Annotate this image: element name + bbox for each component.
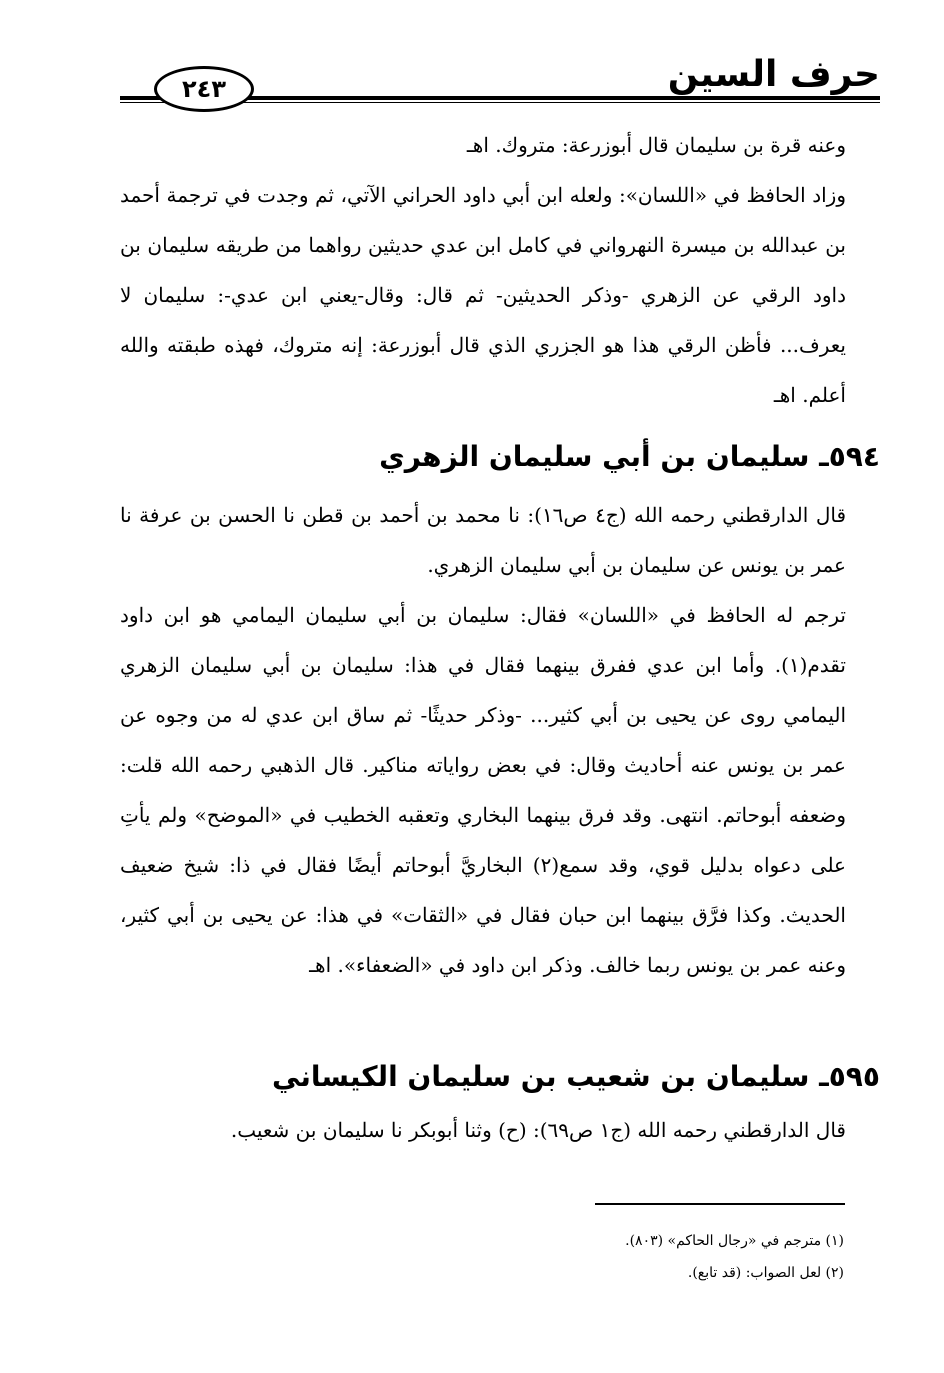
- footnote-2: (٢) لعل الصواب: (قد تابع).: [687, 1265, 844, 1281]
- page-number: ٢٤٣: [154, 66, 254, 112]
- chapter-title: حرف السين: [667, 54, 880, 95]
- footnote-1: (١) مترجم في «رجال الحاكم» (٨٠٣).: [625, 1233, 844, 1249]
- footnotes: [625, 1225, 844, 1289]
- entry-594-body: [120, 490, 846, 990]
- entry-595-heading: ٥٩٥ـ سليمان بن شعيب بن سليمان الكيساني: [272, 1060, 880, 1093]
- intro-paragraph-2: وزاد الحافظ في «اللسان»: ولعله ابن أبي داود الحراني الآتي، ثم وجدت في ترجمة أحمد بن عبدالله بن ميسرة النهرواني في كامل ابن عدي حديثين رواهما من طريقه سليمان بن داود الرقي عن الزهري -وذكر الحديثين- ثم قال: وقال-يعني ابن عدي-: سليمان لا يعرف... فأظن الرقي هذا هو الجزري الذي قال أبوزرعة: إنه متروك، فهذه طبقته والله أعلم. اهـ: [120, 183, 846, 407]
- entry-594-paragraph-2: ترجم له الحافظ في «اللسان» فقال: سليمان بن أبي سليمان اليمامي هو ابن داود تقدم(١). وأما ابن عدي ففرق بينهما فقال في هذا: سليمان بن أبي سليمان الزهري اليمامي روى عن يحيى بن أبي كثير... -وذكر حديثًا- ثم ساق ابن عدي له من وجوه عن عمر بن يونس عنه أحاديث وقال: في بعض رواياته مناكير. قال الذهبي رحمه الله قلت: وضعفه أبوحاتم. انتهى. وقد فرق بينهما البخاري وتعقبه الخطيب في «الموضح» ولم يأتِ على دعواه بدليل قوي، وقد سمع(٢) البخاريَّ أبوحاتم أيضًا فقال في ذا: شيخ ضعيف الحديث. وكذا فرَّق بينهما ابن حبان فقال في «الثقات» في هذا: عن يحيى بن أبي كثير، وعنه عمر بن يونس ربما خالف. وذكر ابن داود في «الضعفاء». اهـ: [120, 603, 846, 977]
- intro-section: [120, 120, 846, 420]
- entry-594-paragraph-1: قال الدارقطني رحمه الله (ج٤ ص١٦): نا محمد بن أحمد بن قطن نا الحسن بن عرفة نا عمر بن يونس عن سليمان بن أبي سليمان الزهري.: [120, 503, 847, 577]
- entry-595-body: [120, 1105, 846, 1155]
- footnote-separator: [595, 1203, 845, 1205]
- entry-595-paragraph-1: قال الدارقطني رحمه الله (ج١ ص٦٩): (ح) وثنا أبوبكر نا سليمان بن شعيب.: [230, 1118, 846, 1142]
- entry-594-heading: ٥٩٤ـ سليمان بن أبي سليمان الزهري: [379, 440, 880, 473]
- page-header: [120, 52, 880, 112]
- intro-paragraph-1: وعنه قرة بن سليمان قال أبوزرعة: متروك. اهـ: [466, 133, 846, 157]
